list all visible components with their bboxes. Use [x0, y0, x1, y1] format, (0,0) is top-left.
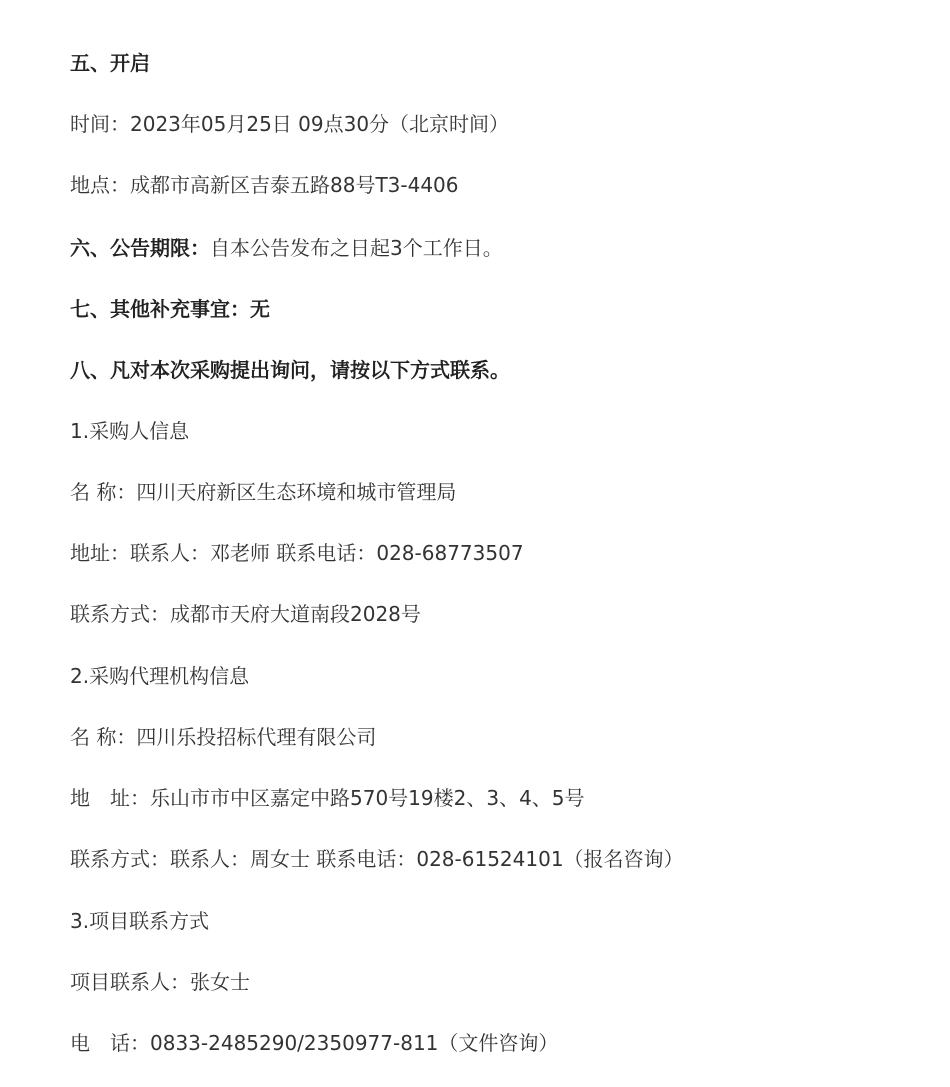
agency-name: 名 称：四川乐投招标代理有限公司 — [70, 725, 377, 749]
opening-time: 时间：2023年05月25日 09点30分（北京时间） — [70, 112, 510, 136]
section7-heading: 七、其他补充事宜：无 — [70, 297, 270, 321]
purchaser-address: 地址：联系人：邓老师 联系电话：028-68773507 — [70, 541, 524, 565]
project-phone: 电 话：0833-2485290/2350977-811（文件咨询） — [70, 1031, 559, 1055]
purchaser-name: 名 称：四川天府新区生态环境和城市管理局 — [70, 480, 457, 504]
project-contact-person: 项目联系人：张女士 — [70, 970, 250, 994]
project-title: 3.项目联系方式 — [70, 909, 210, 933]
section6-label: 六、公告期限： — [70, 236, 210, 260]
agency-address: 地 址：乐山市市中区嘉定中路570号19楼2、3、4、5号 — [70, 786, 585, 810]
section6-text: 自本公告发布之日起3个工作日。 — [210, 236, 503, 260]
agency-contact: 联系方式：联系人：周女士 联系电话：028-61524101（报名咨询） — [70, 847, 684, 871]
opening-place: 地点：成都市高新区吉泰五路88号T3-4406 — [70, 173, 459, 197]
purchaser-contact: 联系方式：成都市天府大道南段2028号 — [70, 602, 421, 626]
agency-title: 2.采购代理机构信息 — [70, 664, 250, 688]
section5-heading: 五、开启 — [70, 51, 150, 75]
section8-heading: 八、凡对本次采购提出询问，请按以下方式联系。 — [70, 358, 510, 382]
purchaser-title: 1.采购人信息 — [70, 419, 190, 443]
section6-paragraph — [70, 236, 503, 260]
